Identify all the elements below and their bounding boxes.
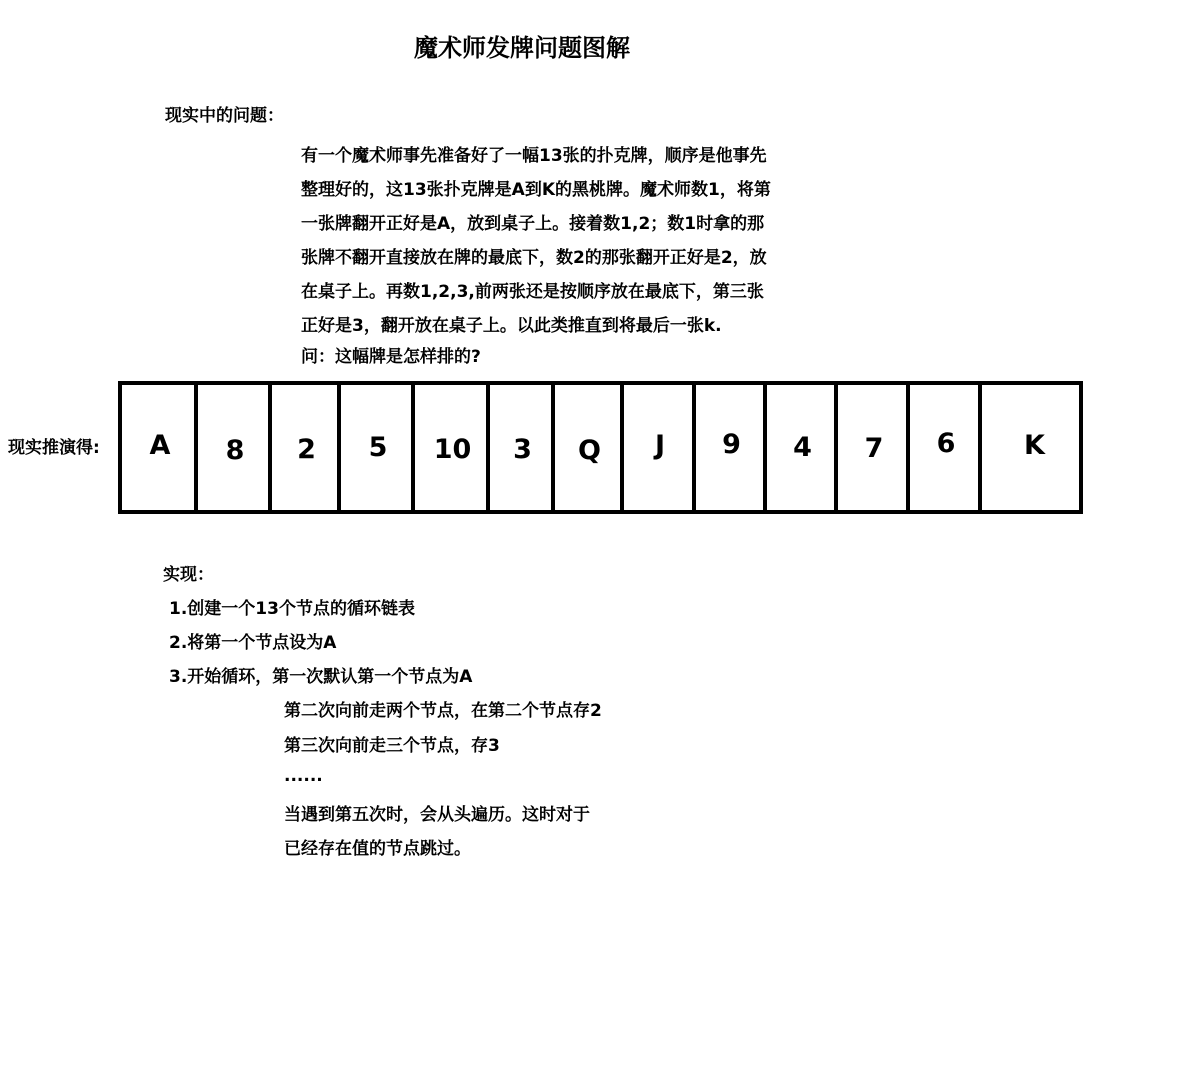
card-4 xyxy=(763,385,838,510)
implementation-heading: 实现： xyxy=(163,565,214,585)
card-9 xyxy=(692,385,767,510)
card-label: 3 xyxy=(513,434,532,465)
card-label: 4 xyxy=(793,432,812,463)
implementation-detail: 当遇到第五次时，会从头遍历。这时对于 xyxy=(284,805,590,825)
card-8 xyxy=(194,385,272,510)
card-label: 10 xyxy=(433,434,472,465)
card-5 xyxy=(337,385,415,510)
problem-line: 正好是3，翻开放在桌子上。以此类推直到将最后一张k. xyxy=(301,316,722,336)
card-7 xyxy=(834,385,910,510)
card-J xyxy=(620,385,696,510)
card-label: A xyxy=(149,430,171,461)
card-label: K xyxy=(1024,430,1045,461)
problem-line: 有一个魔术师事先准备好了一幅13张的扑克牌，顺序是他事先 xyxy=(301,146,767,166)
problem-line: 张牌不翻开直接放在牌的最底下，数2的那张翻开正好是2，放 xyxy=(301,248,767,268)
implementation-detail: 第三次向前走三个节点，存3 xyxy=(284,736,500,756)
card-label: 9 xyxy=(722,429,741,460)
card-label: Q xyxy=(578,435,601,466)
problem-line: 在桌子上。再数1,2,3,前两张还是按顺序放在最底下，第三张 xyxy=(301,282,764,302)
implementation-step: 1.创建一个13个节点的循环链表 xyxy=(169,599,415,619)
card-label: 6 xyxy=(936,428,956,459)
card-sequence xyxy=(118,381,1083,514)
page-title: 魔术师发牌问题图解 xyxy=(414,34,630,62)
card-2 xyxy=(268,385,341,510)
implementation-step: 2.将第一个节点设为A xyxy=(169,633,337,653)
implementation-detail: 已经存在值的节点跳过。 xyxy=(284,839,471,859)
card-label: J xyxy=(654,430,666,461)
card-label: 8 xyxy=(225,435,245,466)
card-Q xyxy=(551,385,624,510)
implementation-detail: 第二次向前走两个节点，在第二个节点存2 xyxy=(284,701,602,721)
card-6 xyxy=(906,385,982,510)
implementation-detail: ...... xyxy=(284,766,323,786)
card-label: 2 xyxy=(297,434,316,465)
implementation-step: 3.开始循环，第一次默认第一个节点为A xyxy=(169,667,473,687)
card-A xyxy=(122,385,198,510)
problem-line: 整理好的，这13张扑克牌是A到K的黑桃牌。魔术师数1，将第 xyxy=(301,180,771,200)
card-3 xyxy=(486,385,555,510)
card-label: 5 xyxy=(368,432,388,463)
card-K xyxy=(978,385,1087,510)
problem-line: 一张牌翻开正好是A，放到桌子上。接着数1,2；数1时拿的那 xyxy=(301,214,765,234)
problem-line: 问：这幅牌是怎样排的? xyxy=(301,347,481,367)
deduction-label: 现实推演得: xyxy=(8,438,100,458)
problem-heading: 现实中的问题： xyxy=(165,106,284,126)
card-10 xyxy=(411,385,490,510)
card-label: 7 xyxy=(864,433,884,464)
